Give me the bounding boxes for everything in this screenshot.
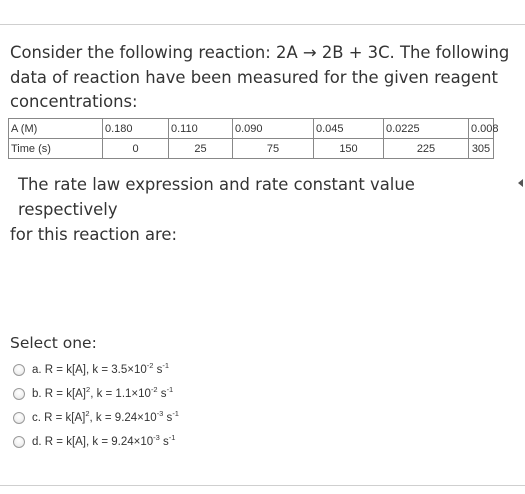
option-label: b. $R = k[A]^2$, $k = 1.1\times 10^{-2}$ $s^{-1}$ — [32, 385, 174, 400]
option-d[interactable] — [13, 430, 313, 454]
table-cell: 0.090 — [233, 119, 314, 139]
option-c[interactable] — [13, 406, 313, 430]
table-cell: 0 — [103, 139, 169, 159]
table-cell: 25 — [169, 139, 233, 159]
table-cell: 75 — [233, 139, 314, 159]
select-one-label: Select one: — [10, 334, 97, 352]
option-b[interactable] — [13, 382, 313, 406]
table-row — [9, 139, 494, 159]
top-divider — [0, 24, 525, 25]
table-row — [9, 119, 494, 139]
radio-button[interactable] — [13, 388, 25, 400]
followup-text — [10, 172, 515, 247]
option-label: a. R = k[A], $k = 3.5\times 10^{-2}$ $s^{-1}$ — [32, 361, 170, 376]
table-row-label: A (M) — [9, 119, 103, 139]
question-line-1: Consider the following reaction: 2A → 2B + 3C. The following — [10, 43, 510, 62]
table-cell: 0.008 — [469, 119, 494, 139]
radio-button[interactable] — [13, 436, 25, 448]
followup-line-2: for this reaction are: — [10, 225, 178, 244]
table-row-label: Time (s) — [9, 139, 103, 159]
question-line-3: concentrations: — [10, 92, 138, 111]
table-cell: 150 — [314, 139, 384, 159]
answer-options — [13, 358, 313, 454]
table-cell: 0.180 — [103, 119, 169, 139]
followup-line-1: The rate law expression and rate constant value respectively — [18, 175, 415, 219]
scroll-left-arrow-icon[interactable] — [518, 179, 523, 187]
table-cell: 0.110 — [169, 119, 233, 139]
bottom-divider — [0, 485, 525, 486]
table-cell: 305 — [469, 139, 494, 159]
option-label: c. $R = k[A]^2$, $k = 9.24\times 10^{-3}$ $s^{-1}$ — [32, 409, 179, 424]
radio-button[interactable] — [13, 364, 25, 376]
radio-button[interactable] — [13, 412, 25, 424]
table-cell: 0.0225 — [384, 119, 469, 139]
question-line-2: data of reaction have been measured for the given reagent — [10, 67, 498, 87]
option-a[interactable] — [13, 358, 313, 382]
table-cell: 0.045 — [314, 119, 384, 139]
option-label: d. R = k[A], $k = 9.24\times 10^{-3}$ $s^{-1}$ — [32, 433, 176, 448]
question-text — [10, 41, 515, 115]
table-cell: 225 — [384, 139, 469, 159]
concentration-time-table — [8, 118, 499, 159]
